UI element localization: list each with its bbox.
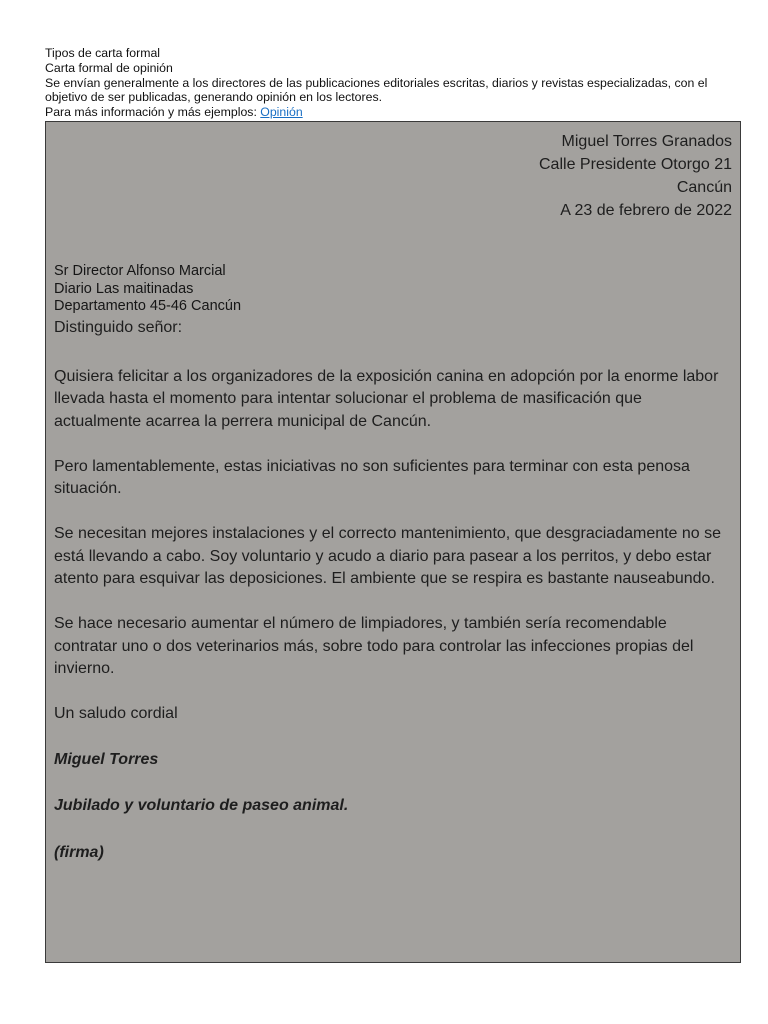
letter-body [54,366,732,865]
intro-description-line: Se envían generalmente a los directores de las publicaciones editoriales escritas, diarios y revistas especializadas, con el [45,75,708,90]
sender-name: Miguel Torres Granados [561,133,732,150]
paragraph-line: atento para esquivar las deposiciones. El ambiente que se respira es bastante nauseabundo. [54,570,715,587]
recipient-organization: Diario Las maitinadas [54,280,194,297]
paragraph-line: contratar uno o dos veterinarios más, sobre todo para controlar las infecciones propias del [54,637,694,655]
closing: Un saludo cordial [54,705,178,722]
sender-block [54,130,732,222]
more-info-line [45,105,707,120]
letter-box [45,121,741,963]
intro-subtitle: Carta formal de opinión [45,60,173,75]
paragraph-line: situación. [54,480,122,497]
paragraph-line: Se necesitan mejores instalaciones y el correcto mantenimiento, que desgraciadamente no se [54,525,722,542]
body-paragraph [54,456,732,501]
paragraph-line: Se hace necesario aumentar el número de limpiadores, y también sería recomendable [54,615,667,632]
paragraph-line: actualmente acarrea la perrera municipal de Cancún. [54,412,432,430]
signature-title: Jubilado y voluntario de paseo animal. [54,797,349,814]
sender-address: Calle Presidente Otorgo 21 [539,156,732,173]
paragraph-line: Quisiera felicitar a los organizadores de la exposición canina en adopción por la enorme labor [54,367,719,385]
sender-city: Cancún [676,179,732,196]
intro-description-line: objetivo de ser publicadas, generando opinión en los lectores. [45,90,383,105]
more-info-text: Para más información y más ejemplos: [45,105,261,120]
signature-name: Miguel Torres [54,751,159,768]
intro-section [45,46,707,120]
recipient-block [54,263,732,316]
paragraph-line: llevada hasta el momento para intentar solucionar el problema de masificación que [54,390,642,407]
body-paragraph [54,523,732,591]
body-paragraph [54,366,732,434]
letter-date: A 23 de febrero de 2022 [560,202,732,219]
recipient-name: Sr Director Alfonso Marcial [54,263,226,279]
recipient-address: Departamento 45-46 Cancún [54,298,242,314]
intro-title: Tipos de carta formal [45,46,161,60]
body-paragraph [54,613,732,681]
opinion-link[interactable]: Opinión [260,105,303,120]
paragraph-line: invierno. [54,660,115,677]
signature-mark: (firma) [54,844,104,861]
paragraph-line: está llevando a cabo. Soy voluntario y acudo a diario para pasear a los perritos, y debo estar [54,547,712,565]
paragraph-line: Pero lamentablemente, estas iniciativas no son suficientes para terminar con esta penosa [54,457,690,475]
greeting: Distinguido señor: [54,318,183,336]
